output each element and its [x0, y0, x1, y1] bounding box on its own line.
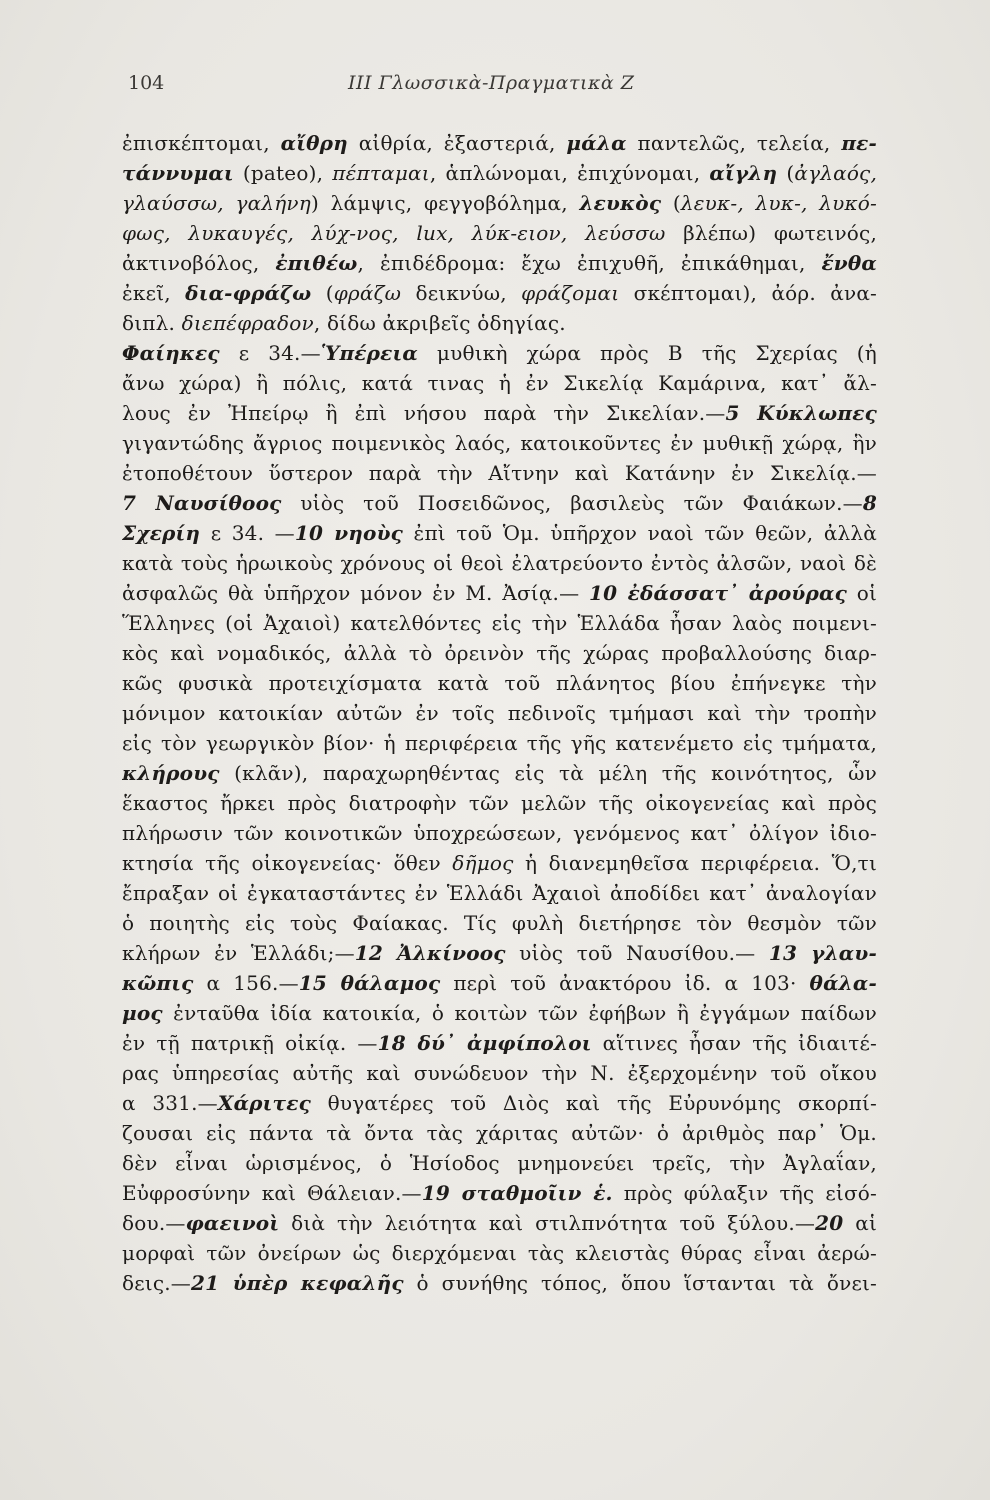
text-line: ἄνω χώρα) ἢ πόλις, κατά τινας ἡ ἐν Σικελίᾳ Καμάρινα, κατ᾽ ἄλ-: [122, 371, 877, 395]
text-line: κὸς καὶ νομαδικός, ἀλλὰ τὸ ὀρεινὸν τῆς χώρας προβαλλούσης διαρ-: [122, 641, 877, 665]
page-number: 104: [128, 72, 165, 94]
text-line: φως, λυκαυγές, λύχ-νος, lux, λύκ-ειον, λεύσσω βλέπω) φωτεινός,: [122, 221, 877, 245]
text-line: δὲν εἶναι ὡρισμένος, ὁ Ἡσίοδος μνημονεύει τρεῖς, τὴν Ἀγλαΐαν,: [122, 1151, 877, 1175]
text-line: 7 Ναυσίθοος υἱὸς τοῦ Ποσειδῶνος, βασιλεὺς τῶν Φαιάκων.—8: [122, 491, 877, 515]
text-line: γιγαντώδης ἄγριος ποιμενικὸς λαός, κατοικοῦντες ἐν μυθικῇ χώρᾳ, ἣν: [122, 431, 877, 455]
text-line: κῶπις α 156.—15 θάλαμος περὶ τοῦ ἀνακτόρου ἰδ. α 103· θάλα-: [122, 971, 877, 995]
text-line: Φαίηκες ε 34.—Ὑπέρεια μυθικὴ χώρα πρὸς Β τῆς Σχερίας (ἡ: [122, 341, 877, 365]
text-line: εἰς τὸν γεωργικὸν βίον· ἡ περιφέρεια τῆς γῆς κατενέμετο εἰς τμήματα,: [122, 731, 877, 755]
text-line: κατὰ τοὺς ἡρωικοὺς χρόνους οἱ θεοὶ ἐλατρεύοντο ἐντὸς ἀλσῶν, ναοὶ δὲ: [122, 551, 877, 575]
text-line: ζουσαι εἰς πάντα τὰ ὄντα τὰς χάριτας αὐτῶν· ὁ ἀριθμὸς παρ᾽ Ὁμ.: [122, 1121, 877, 1145]
text-line: Εὐφροσύνην καὶ Θάλειαν.—19 σταθμοῖιν ἑ. πρὸς φύλαξιν τῆς εἰσό-: [122, 1181, 877, 1205]
text-line: μος ἐνταῦθα ἰδία κατοικία, ὁ κοιτὼν τῶν ἐφήβων ἢ ἐγγάμων παίδων: [122, 1001, 877, 1025]
text-line: κλήρων ἐν Ἑλλάδι;—12 Ἀλκίνοος υἱὸς τοῦ Ναυσίθου.— 13 γλαυ-: [122, 941, 877, 965]
text-line: ἀκτινοβόλος, ἐπιθέω, ἐπιδέδρομα: ἔχω ἐπιχυθῆ, ἐπικάθημαι, ἔνθα: [122, 251, 877, 275]
text-line: Σχερίη ε 34. —10 νηοὺς ἐπὶ τοῦ Ὁμ. ὑπῆρχον ναοὶ τῶν θεῶν, ἀλλὰ: [122, 521, 877, 545]
text-line: ἐτοποθέτουν ὕστερον παρὰ τὴν Αἴτνην καὶ Κατάνην ἐν Σικελίᾳ.—: [122, 461, 877, 485]
text-line: Ἕλληνες (οἱ Ἀχαιοὶ) κατελθόντες εἰς τὴν Ἑλλάδα ἦσαν λαὸς ποιμενι-: [122, 611, 877, 635]
text-line: μόνιμον κατοικίαν αὐτῶν ἐν τοῖς πεδινοῖς τμήμασι καὶ τὴν τροπὴν: [122, 701, 877, 725]
text-line: ρας ὑπηρεσίας αὐτῆς καὶ συνώδευον τὴν Ν. ἐξερχομένην τοῦ οἴκου: [122, 1061, 877, 1085]
text-line: ἐν τῇ πατρικῇ οἰκίᾳ. —18 δύ᾽ ἀμφίπολοι αἵτινες ἦσαν τῆς ἰδιαιτέ-: [122, 1031, 877, 1055]
text-line: πλήρωσιν τῶν κοινοτικῶν ὑποχρεώσεων, γενόμενος κατ᾽ ὀλίγον ἰδιο-: [122, 821, 877, 845]
page-header: [128, 72, 863, 102]
text-line: κῶς φυσικὰ προτειχίσματα κατὰ τοῦ πλάνητος βίου ἐπήνεγκε τὴν: [122, 671, 877, 695]
text-line: κτησία τῆς οἰκογενείας· ὅθεν δῆμος ἡ διανεμηθεῖσα περιφέρεια. Ὅ,τι: [122, 851, 877, 875]
text-line: κλήρους (κλᾶν), παραχωρηθέντας εἰς τὰ μέλη τῆς κοινότητος, ὧν: [122, 761, 877, 785]
text-line: διπλ. διεπέφραδον, δίδω ἀκριβεῖς ὁδηγίας.: [122, 311, 566, 335]
text-line: μορφαὶ τῶν ὀνείρων ὡς διερχόμεναι τὰς κλειστὰς θύρας εἶναι ἀερώ-: [122, 1241, 877, 1265]
text-line: τάννυμαι (pateo), πέπταμαι, ἁπλώνομαι, ἐπιχύνομαι, αἴγλη (ἀγλαός,: [122, 161, 877, 185]
text-line: α 331.—Χάριτες θυγατέρες τοῦ Διὸς καὶ τῆς Εὐρυνόμης σκορπί-: [122, 1091, 877, 1115]
text-line: ἐπισκέπτομαι, αἴθρη αἰθρία, ἐξαστεριά, μάλα παντελῶς, τελεία, πε-: [122, 131, 877, 155]
running-head: III Γλωσσικὰ-Πραγματικὰ Ζ: [348, 72, 635, 94]
text-line: δου.—φαεινοὶ διὰ τὴν λειότητα καὶ στιλπνότητα τοῦ ξύλου.—20 αἱ: [122, 1211, 877, 1235]
text-line: δεις.—21 ὑπὲρ κεφαλῆς ὁ συνήθης τόπος, ὅπου ἵστανται τὰ ὄνει-: [122, 1271, 877, 1295]
text-line: ἕκαστος ἤρκει πρὸς διατροφὴν τῶν μελῶν τῆς οἰκογενείας καὶ πρὸς: [122, 791, 877, 815]
text-line: ἀσφαλῶς θὰ ὑπῆρχον μόνον ἐν Μ. Ἀσίᾳ.— 10 ἐδάσσατ᾽ ἀρούρας οἱ: [122, 581, 877, 605]
text-line: ὁ ποιητὴς εἰς τοὺς Φαίακας. Τίς φυλὴ διετήρησε τὸν θεσμὸν τῶν: [122, 911, 877, 935]
commentary-text: [122, 128, 877, 1298]
text-line: λους ἐν Ἠπείρῳ ἢ ἐπὶ νήσου παρὰ τὴν Σικελίαν.—5 Κύκλωπες: [122, 401, 877, 425]
text-line: γλαύσσω, γαλήνη) λάμψις, φεγγοβόλημα, λευκὸς (λευκ-, λυκ-, λυκό-: [122, 191, 877, 215]
text-line: ἐκεῖ, δια-φράζω (φράζω δεικνύω, φράζομαι σκέπτομαι), ἀόρ. ἀνα-: [122, 281, 877, 305]
text-line: ἔπραξαν οἱ ἐγκαταστάντες ἐν Ἑλλάδι Ἀχαιοὶ ἀποδίδει κατ᾽ ἀναλογίαν: [122, 881, 877, 905]
